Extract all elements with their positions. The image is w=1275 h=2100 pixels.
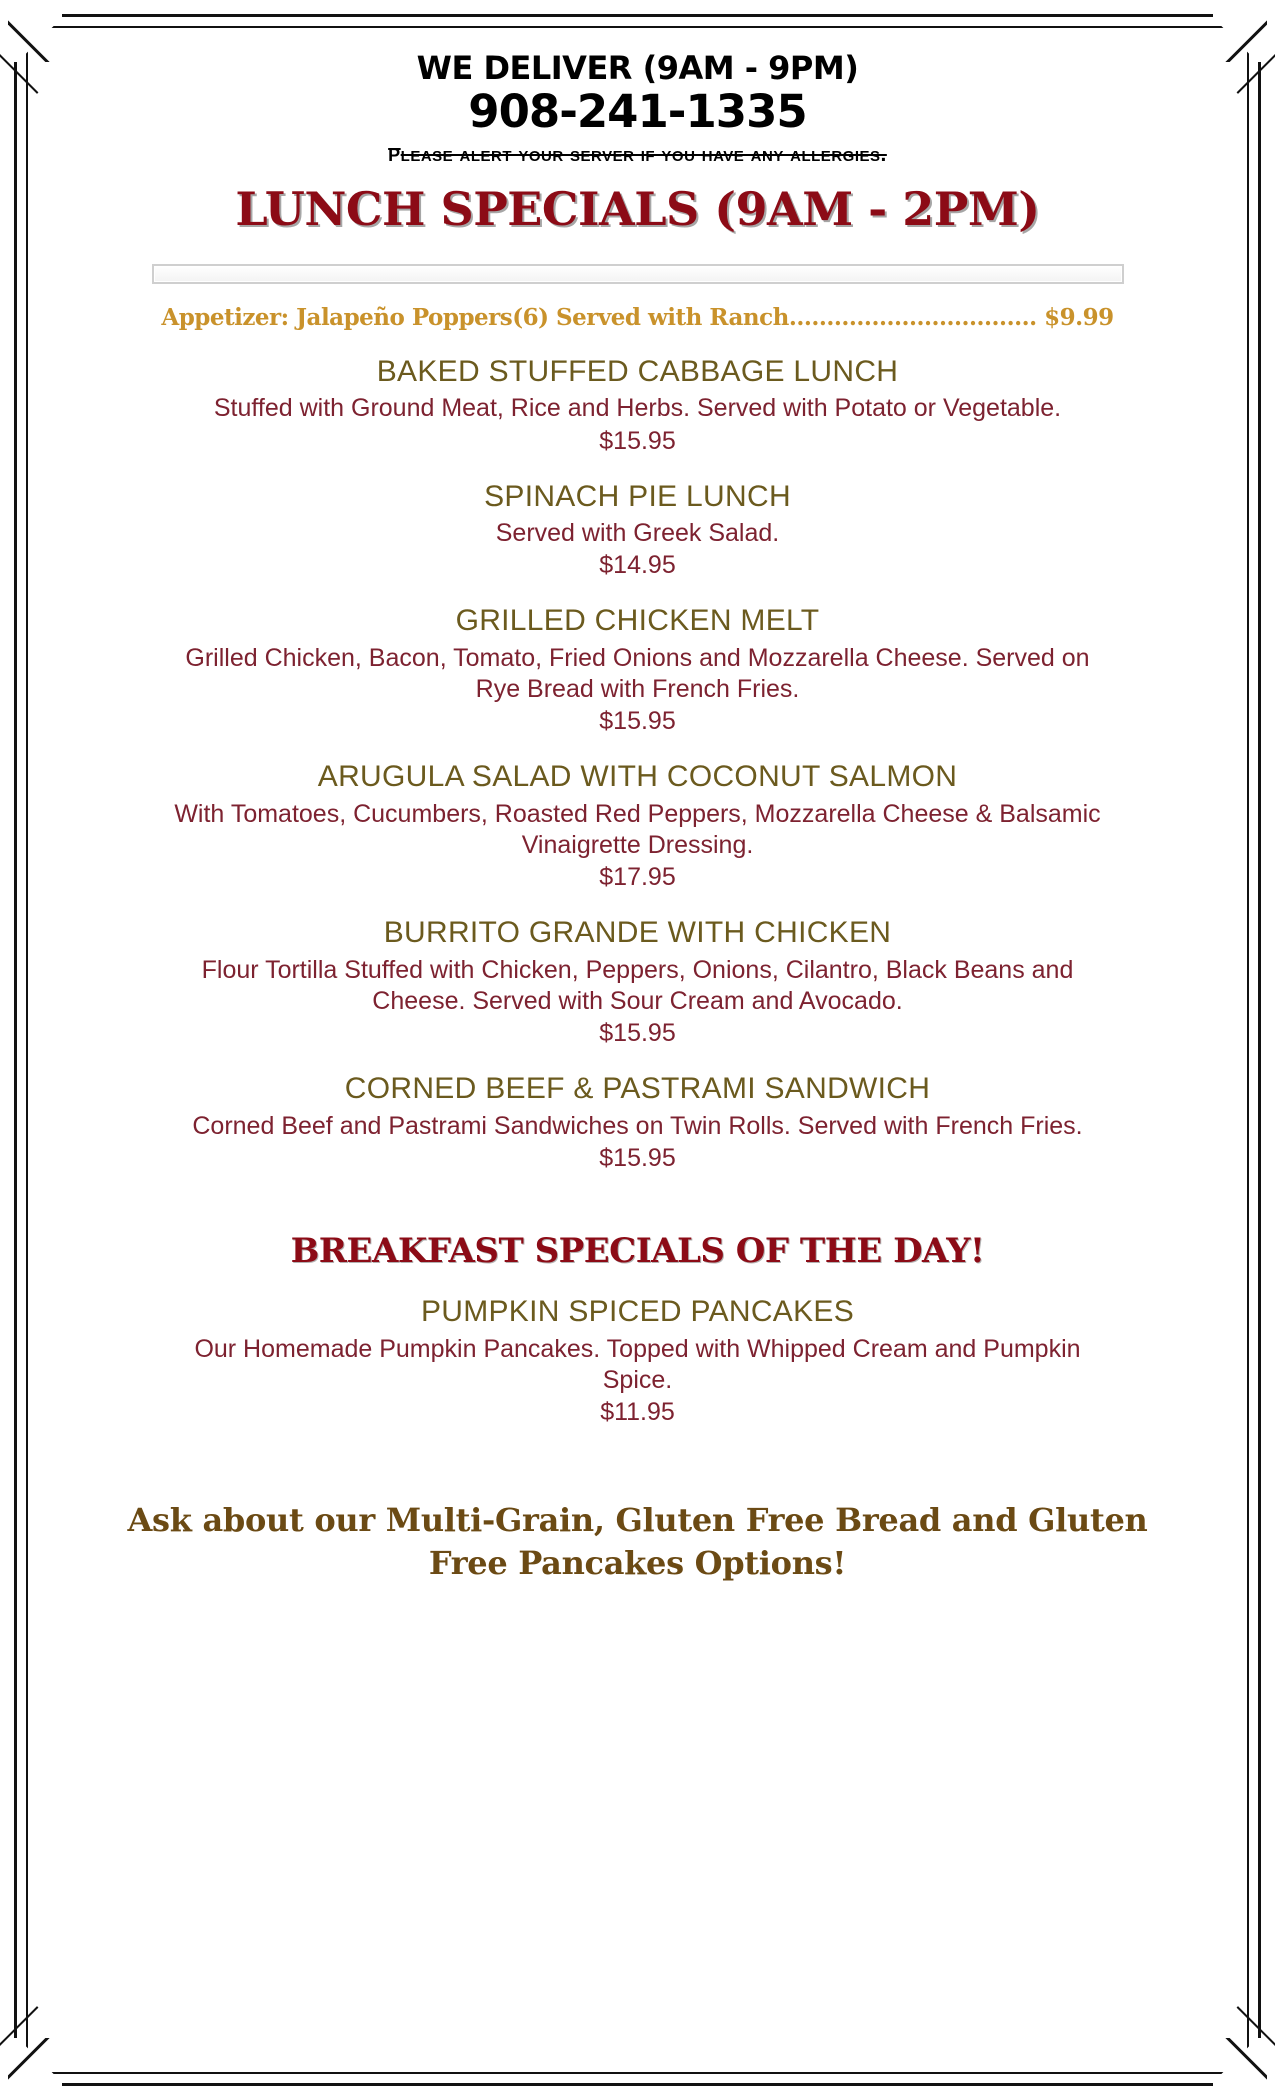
allergy-notice: please alert your server if you have any allergies.: [388, 136, 887, 167]
menu-item: [40, 1072, 1235, 1173]
menu-item-description: Flour Tortilla Stuffed with Chicken, Peppers, Onions, Cilantro, Black Beans and Cheese. Served with Sour Cream and Avocado.: [201, 955, 1074, 1016]
menu-item: [40, 760, 1235, 892]
menu-item: [40, 916, 1235, 1048]
lunch-specials-title: LUNCH SPECIALS (9AM - 2PM): [235, 181, 1040, 236]
menu-item-description: Stuffed with Ground Meat, Rice and Herbs. Served with Potato or Vegetable.: [213, 394, 1062, 423]
menu-item: [40, 480, 1235, 581]
menu-item-name: BURRITO GRANDE WITH CHICKEN: [383, 916, 892, 950]
menu-item-price: $15.95: [599, 1019, 676, 1048]
menu-item-description: Our Homemade Pumpkin Pancakes. Topped with Whipped Cream and Pumpkin Spice.: [194, 1334, 1081, 1394]
delivery-hours-heading: WE DELIVER (9AM - 9PM): [416, 49, 859, 87]
menu-item-description: With Tomatoes, Cucumbers, Roasted Red Peppers, Mozzarella Cheese & Balsamic Vinaigrette Dressing.: [174, 799, 1101, 860]
menu-item-price: $17.95: [599, 863, 676, 892]
menu-item-name: GRILLED CHICKEN MELT: [455, 604, 820, 638]
phone-number[interactable]: 908-241-1335: [468, 84, 807, 138]
section-divider: [152, 264, 1124, 284]
menu-item-name: PUMPKIN SPICED PANCAKES: [420, 1295, 855, 1329]
menu-item-name: BAKED STUFFED CABBAGE LUNCH: [376, 354, 899, 388]
menu-item-description: Corned Beef and Pastrami Sandwiches on Twin Rolls. Served with French Fries.: [192, 1111, 1083, 1140]
menu-item-description: Served with Greek Salad.: [495, 519, 780, 548]
menu-item-price: $15.95: [599, 426, 676, 455]
menu-item: [40, 604, 1235, 736]
menu-item-price: $15.95: [599, 1144, 676, 1173]
menu-item-price: $14.95: [599, 551, 676, 580]
breakfast-specials-title: BREAKFAST SPECIALS OF THE DAY!: [290, 1231, 985, 1272]
appetizer-line: Appetizer: Jalapeño Poppers(6) Served with Ranch................................. $9.99: [161, 303, 1114, 331]
menu-item-name: SPINACH PIE LUNCH: [484, 479, 791, 513]
menu-item-name: CORNED BEEF & PASTRAMI SANDWICH: [344, 1072, 931, 1106]
menu-item: [40, 1295, 1235, 1427]
menu-page: [40, 36, 1235, 2064]
menu-item-description: Grilled Chicken, Bacon, Tomato, Fried Onions and Mozzarella Cheese. Served on Rye Bread with French Fries.: [185, 643, 1090, 704]
menu-item: [40, 355, 1235, 456]
menu-item-price: $11.95: [600, 1398, 675, 1427]
footer-note: Ask about our Multi-Grain, Gluten Free Bread and Gluten Free Pancakes Options!: [127, 1501, 1148, 1583]
menu-item-name: ARUGULA SALAD WITH COCONUT SALMON: [317, 760, 958, 794]
menu-item-price: $15.95: [599, 707, 676, 736]
